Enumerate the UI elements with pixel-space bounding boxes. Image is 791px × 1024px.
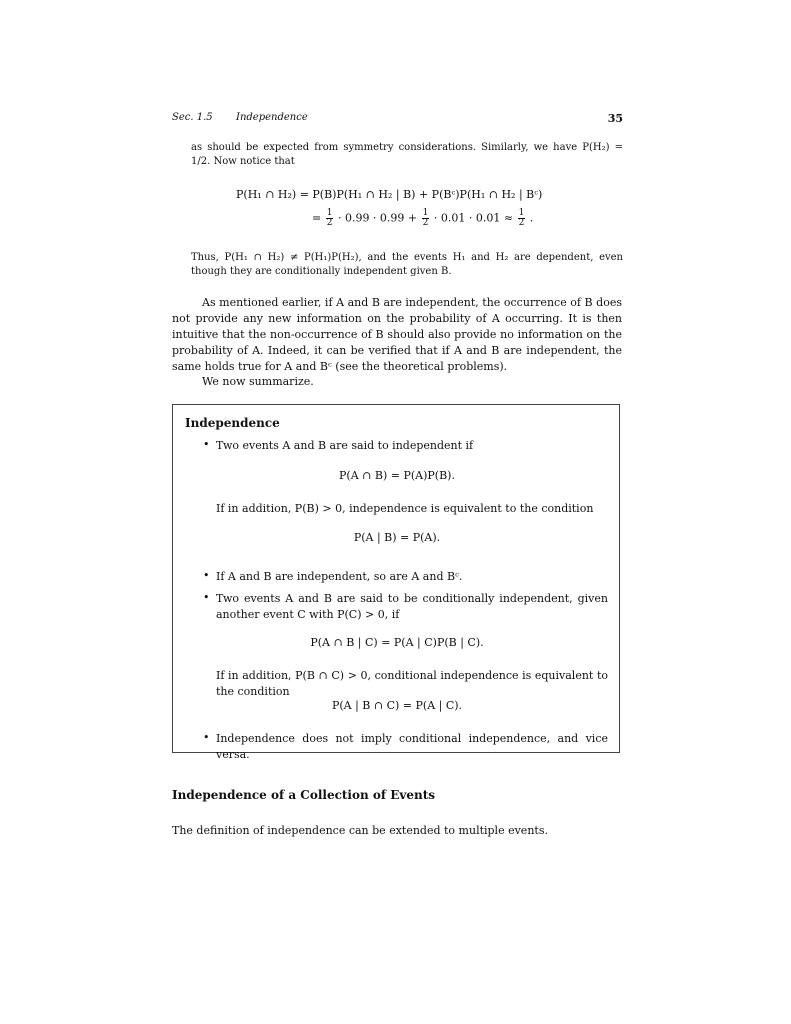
summary-line: We now summarize. [202,375,314,388]
bullet-4-text: Independence does not imply conditional independence, and vice versa. [216,732,608,761]
fraction-half-3: $\frac{1}{2}$ [518,208,525,228]
bullet-1: • [203,438,210,451]
bullet-3: • [203,591,210,604]
eq2-lead: = [312,211,322,225]
equation-line-1: P(H₁ ∩ H₂) = P(B)P(H₁ ∩ H₂ | B) + P(Bᶜ)P(H₁ ∩ H₂ | Bᶜ) [236,188,543,201]
page-number: 35 [607,112,623,125]
eq2-tail: . [529,211,534,225]
section-heading: Independence of a Collection of Events [172,788,436,802]
thus-paragraph: Thus, P(H₁ ∩ H₂) ≠ P(H₁)P(H₂), and the events H₁ and H₂ are dependent, even though they are conditionally independent given B. [191,252,623,277]
bullet-3-equation: P(A ∩ B | C) = P(A | C)P(B | C). [310,636,484,649]
bullet-2: • [203,569,210,582]
eq2-part-2: · 0.01 · 0.01 ≈ [433,211,514,225]
closing-sentence: The definition of independence can be extended to multiple events. [172,824,548,837]
eq2-part-1: · 0.99 · 0.99 + [337,211,418,225]
bullet-4: • [203,731,210,744]
bullet-3-equation-2: P(A | B ∩ C) = P(A | C). [331,699,463,712]
bullet-2-text: If A and B are independent, so are A and Bᶜ. [216,570,463,583]
bullet-1-continuation: If in addition, P(B) > 0, independence is equivalent to the condition [216,502,594,515]
bullet-3-text: Two events A and B are said to be conditionally independent, given another event C with P(C) > 0, if [216,592,608,621]
bullet-1-equation-2: P(A | B) = P(A). [353,531,441,544]
bullet-3-continuation: If in addition, P(B ∩ C) > 0, conditional independence is equivalent to the condition [216,669,608,698]
intro-paragraph: as should be expected from symmetry considerations. Similarly, we have P(H₂) = 1/2. Now notice that [191,142,623,167]
bullet-1-text: Two events A and B are said to independent if [216,439,474,452]
fraction-half-2: $\frac{1}{2}$ [422,208,429,228]
section-title: Independence [236,112,308,123]
fraction-half-1: $\frac{1}{2}$ [326,208,333,228]
main-paragraph: As mentioned earlier, if A and B are independent, the occurrence of B does not provide any new information on the probability of A occurring. It is then intuitive that the non-occurrence of B should also provide no information on the probability of A. Indeed, it can be verified that if A and B are independent, the same holds true for A and Bᶜ (see the theoretical problems). [172,296,622,373]
section-number: Sec. 1.5 [172,112,213,123]
equation-line-2 [312,209,533,228]
running-header [172,112,623,128]
bullet-1-equation: P(A ∩ B) = P(A)P(B). [339,469,455,482]
box-heading: Independence [185,416,280,430]
independence-summary-box [172,404,620,761]
